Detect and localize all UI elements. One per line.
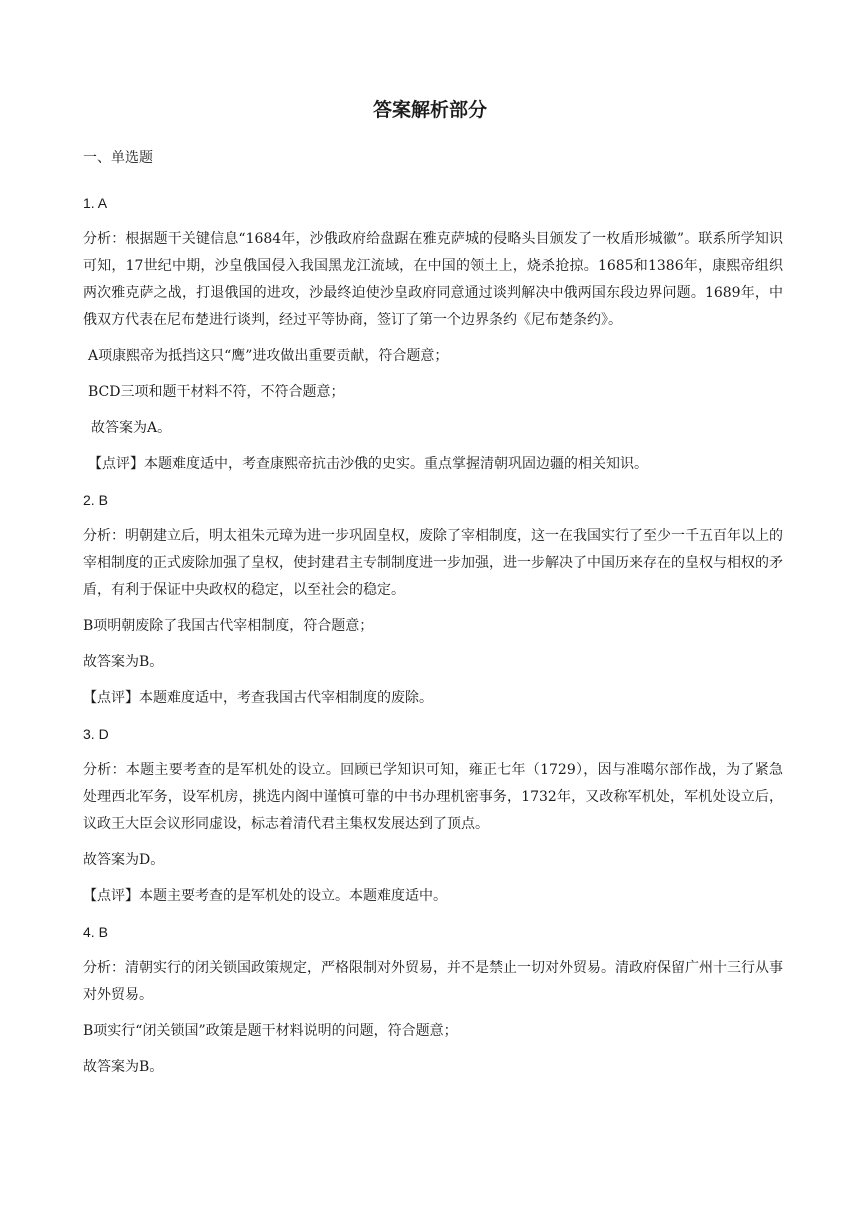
question-2-answer: 故答案为B。 [83,654,164,670]
question-1-option-bcd: BCD三项和题干材料不符，不符合题意； [88,384,345,400]
question-1-answer: 故答案为A。 [91,420,172,436]
question-3-answer: 故答案为D。 [83,852,165,868]
question-3-number: 3. D [83,726,109,742]
question-2-comment: 【点评】本题难度适中，考查我国古代宰相制度的废除。 [83,690,433,706]
question-2-analysis: 分析：明朝建立后，明太祖朱元璋为进一步巩固皇权，废除了宰相制度，这一在我国实行了至少一千五百年以上的宰相制度的正式废除加强了皇权，使封建君主专制制度进一步加强，进一步解决了中国历来存在的皇权与相权的矛盾，有利于保证中央政权的稳定，以至社会的稳定。 [83,528,783,598]
question-1-number: 1. A [83,195,108,211]
question-2-number: 2. B [83,492,108,508]
question-3-analysis: 分析：本题主要考查的是军机处的设立。回顾已学知识可知，雍正七年（1729），因与准噶尔部作战，为了紧急处理西北军务，设军机房，挑选内阁中谨慎可靠的中书办理机密事务，1732年，又改称军机处，军机处设立后，议政王大臣会议形同虚设，标志着清代君主集权发展达到了顶点。 [83,762,783,832]
answer-list [83,190,783,1090]
page-title: 答案解析部分 [372,99,487,121]
question-4-analysis: 分析：清朝实行的闭关锁国政策规定，严格限制对外贸易，并不是禁止一切对外贸易。清政府保留广州十三行从事对外贸易。 [83,960,783,1003]
question-1-comment: 【点评】本题难度适中，考查康熙帝抗击沙俄的史实。重点掌握清朝巩固边疆的相关知识。 [88,456,648,472]
question-3-comment: 【点评】本题主要考查的是军机处的设立。本题难度适中。 [83,888,447,904]
question-2-option-b: B项明朝废除了我国古代宰相制度，符合题意； [83,618,374,634]
question-1-option-a: A项康熙帝为抵挡这只“鹰”进攻做出重要贡献，符合题意； [88,348,449,364]
question-4-option-b: B项实行“闭关锁国”政策是题干材料说明的问题，符合题意； [83,1023,458,1039]
section-heading: 一、单选题 [83,150,153,166]
question-4-answer: 故答案为B。 [83,1059,164,1075]
question-1-analysis: 分析：根据题干关键信息“1684年，沙俄政府给盘踞在雅克萨城的侵略头目颁发了一枚盾形城徽”。联系所学知识可知，17世纪中期，沙皇俄国侵入我国黑龙江流域，在中国的领土上，烧杀抢掠。1685和1386年，康熙帝组织两次雅克萨之战，打退俄国的进攻，沙最终迫使沙皇政府同意通过谈判解决中俄两国东段边界问题。1689年，中俄双方代表在尼布楚进行谈判，经过平等协商，签订了第一个边界条约《尼布楚条约》。 [83,231,783,328]
question-4-number: 4. B [83,924,108,940]
